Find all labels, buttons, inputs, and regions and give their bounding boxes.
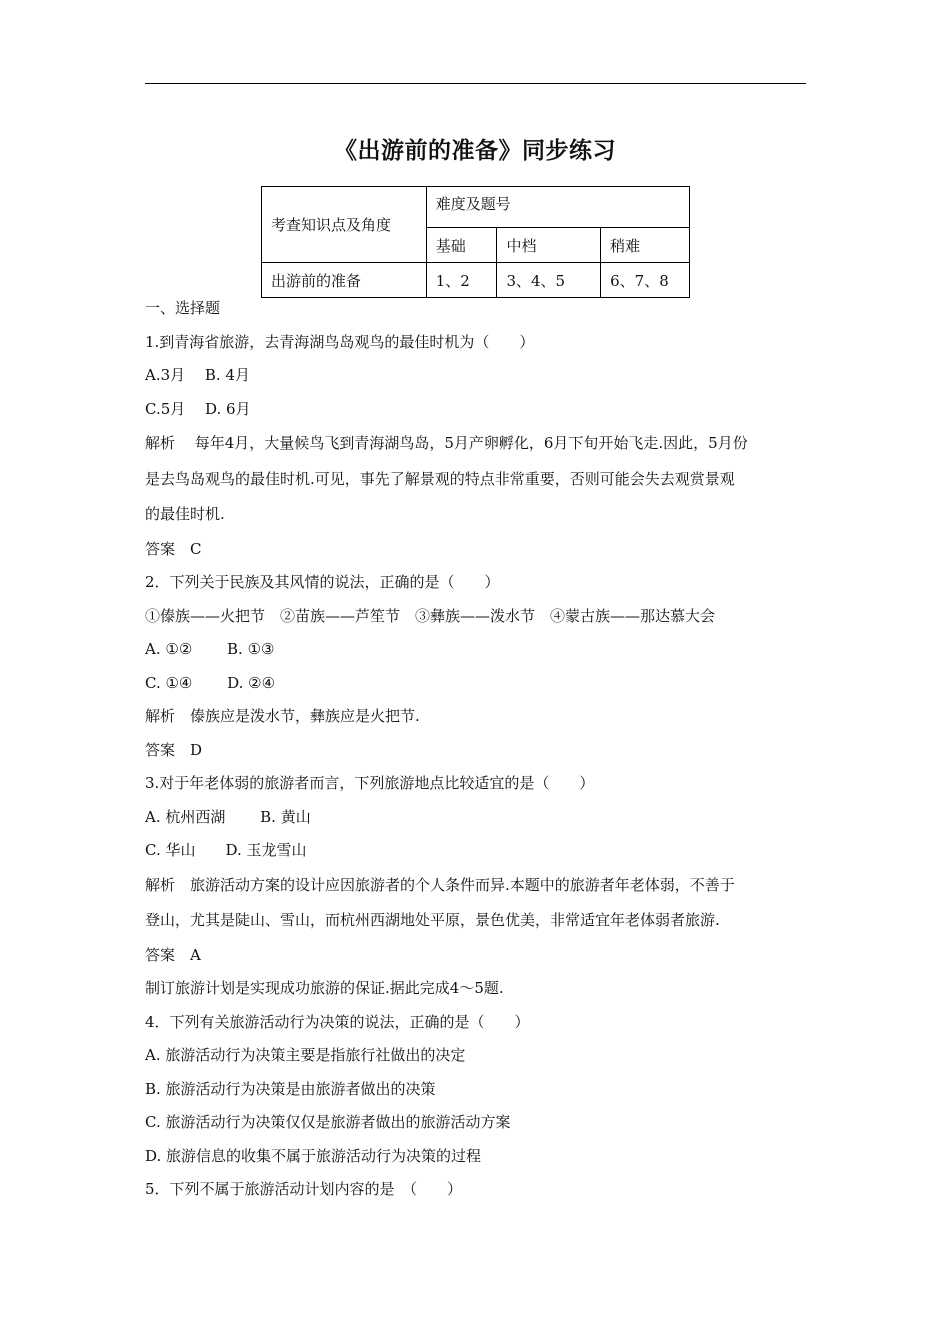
header-rule <box>145 83 806 84</box>
question-2: 2．下列关于民族及其风情的说法，正确的是（ ） <box>145 573 500 591</box>
option-c: C. 旅游活动行为决策仅仅是旅游者做出的旅游活动方案 <box>145 1113 511 1131</box>
instruction-line: 制订旅游计划是实现成功旅游的保证.据此完成4～5题. <box>145 979 504 997</box>
question-1: 1.到青海省旅游，去青海湖鸟岛观鸟的最佳时机为（ ） <box>145 332 535 351</box>
table-cell: 3、4、5 <box>497 263 601 298</box>
options-line: C. ①④ D. ②④ <box>145 673 276 692</box>
options-line: A.3月 B. 4月 <box>145 366 251 384</box>
explanation-line: 的最佳时机. <box>145 505 225 523</box>
question-3: 3.对于年老体弱的旅游者而言，下列旅游地点比较适宜的是（ ） <box>145 774 595 792</box>
table-row-label: 出游前的准备 <box>262 263 427 298</box>
table-header-label: 考查知识点及角度 <box>262 187 427 263</box>
table-row <box>262 187 690 228</box>
options-line: C.5月 D. 6月 <box>145 399 251 418</box>
option-a: A. 旅游活动行为决策主要是指旅行社做出的决定 <box>145 1046 466 1064</box>
explanation-line: 解析 傣族应是泼水节，彝族应是火把节. <box>145 707 420 725</box>
answer-line: 答案 D <box>145 740 203 759</box>
explanation-line: 登山，尤其是陡山、雪山，而杭州西湖地处平原，景色优美，非常适宜年老体弱者旅游. <box>145 911 720 929</box>
table-column-header: 稍难 <box>601 228 690 263</box>
statement-line: ①傣族——火把节 ②苗族——芦笙节 ③彝族——泼水节 ④蒙古族——那达慕大会 <box>145 606 716 625</box>
table-cell: 1、2 <box>426 263 497 298</box>
table-difficulty-header: 难度及题号 <box>426 187 689 228</box>
answer-line: 答案 A <box>145 945 201 964</box>
table-column-header: 基础 <box>426 228 497 263</box>
options-line: A. 杭州西湖 B. 黄山 <box>145 807 311 826</box>
option-d: D. 旅游信息的收集不属于旅游活动行为决策的过程 <box>145 1146 482 1165</box>
answer-line: 答案 C <box>145 539 202 558</box>
page-title: 《出游前的准备》同步练习 <box>334 138 616 164</box>
options-line: C. 华山 D. 玉龙雪山 <box>145 841 307 859</box>
table-cell: 6、7、8 <box>601 263 690 298</box>
exercise-content <box>145 292 810 1207</box>
explanation-line: 解析 每年4月，大量候鸟飞到青海湖鸟岛，5月产卵孵化，6月下旬开始飞走.因此，5月份 <box>145 434 748 452</box>
question-4: 4．下列有关旅游活动行为决策的说法，正确的是（ ） <box>145 1012 530 1031</box>
options-line: A. ①② B. ①③ <box>145 640 275 658</box>
knowledge-table <box>261 186 690 298</box>
explanation-line: 是去鸟岛观鸟的最佳时机.可见，事先了解景观的特点非常重要，否则可能会失去观赏景观 <box>145 469 735 488</box>
option-b: B. 旅游活动行为决策是由旅游者做出的决策 <box>145 1079 436 1098</box>
explanation-line: 解析 旅游活动方案的设计应因旅游者的个人条件而异.本题中的旅游者年老体弱，不善于 <box>145 875 735 894</box>
section-heading: 一、选择题 <box>145 299 221 317</box>
question-5: 5．下列不属于旅游活动计划内容的是 （ ） <box>145 1180 463 1198</box>
table-column-header: 中档 <box>497 228 601 263</box>
